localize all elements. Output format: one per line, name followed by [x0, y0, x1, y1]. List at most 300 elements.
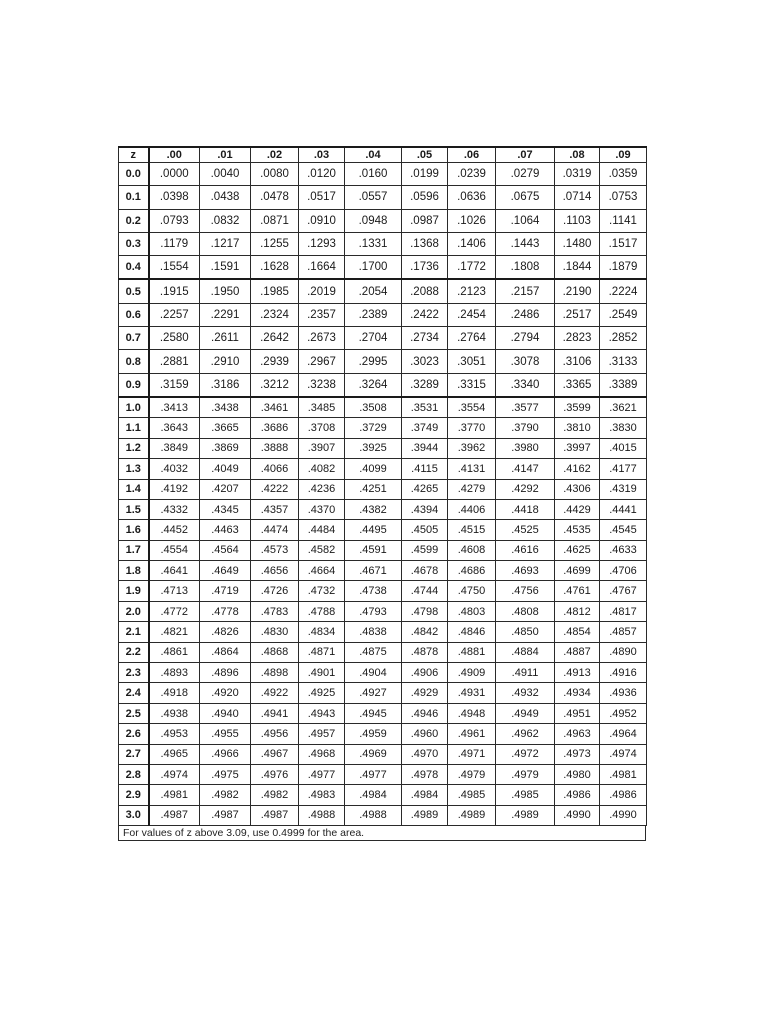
area-value-cell: .3340: [496, 373, 555, 397]
area-value-cell: .4854: [555, 622, 600, 642]
column-header: .02: [251, 147, 299, 163]
area-value-cell: .4761: [555, 581, 600, 601]
area-value-cell: .3078: [496, 350, 555, 373]
area-value-cell: .4474: [251, 520, 299, 540]
area-value-cell: .4966: [200, 744, 251, 764]
table-row: [119, 327, 647, 350]
area-value-cell: .4973: [555, 744, 600, 764]
area-value-cell: .0199: [402, 163, 448, 186]
area-value-cell: .4927: [345, 683, 402, 703]
area-value-cell: .3790: [496, 418, 555, 438]
area-value-cell: .2224: [600, 279, 647, 303]
table-row: [119, 303, 647, 326]
area-value-cell: .4983: [299, 785, 345, 805]
table-row: [119, 744, 647, 764]
area-value-cell: .4656: [251, 561, 299, 581]
area-value-cell: .4957: [299, 724, 345, 744]
z-value-cell: 1.3: [119, 459, 149, 479]
column-header: .09: [600, 147, 647, 163]
area-value-cell: .3810: [555, 418, 600, 438]
area-value-cell: .4968: [299, 744, 345, 764]
area-value-cell: .0478: [251, 186, 299, 209]
area-value-cell: .4949: [496, 703, 555, 723]
z-value-cell: 0.8: [119, 350, 149, 373]
area-value-cell: .2852: [600, 327, 647, 350]
area-value-cell: .4918: [149, 683, 200, 703]
area-value-cell: .4967: [251, 744, 299, 764]
z-value-cell: 2.7: [119, 744, 149, 764]
area-value-cell: .2257: [149, 303, 200, 326]
column-header: .03: [299, 147, 345, 163]
table-row: [119, 256, 647, 280]
area-value-cell: .4990: [600, 805, 647, 825]
area-value-cell: .1141: [600, 209, 647, 232]
area-value-cell: .4987: [251, 805, 299, 825]
area-value-cell: .4082: [299, 459, 345, 479]
z-value-cell: 2.4: [119, 683, 149, 703]
area-value-cell: .2611: [200, 327, 251, 350]
area-value-cell: .4564: [200, 540, 251, 560]
area-value-cell: .3770: [448, 418, 496, 438]
area-value-cell: .3849: [149, 438, 200, 458]
column-header: .04: [345, 147, 402, 163]
area-value-cell: .4988: [299, 805, 345, 825]
area-value-cell: .3944: [402, 438, 448, 458]
area-value-cell: .4936: [600, 683, 647, 703]
area-value-cell: .4986: [600, 785, 647, 805]
area-value-cell: .1736: [402, 256, 448, 280]
area-value-cell: .4977: [345, 765, 402, 785]
area-value-cell: .3413: [149, 397, 200, 418]
area-value-cell: .2324: [251, 303, 299, 326]
area-value-cell: .4987: [149, 805, 200, 825]
area-value-cell: .3925: [345, 438, 402, 458]
z-value-cell: 2.1: [119, 622, 149, 642]
area-value-cell: .4875: [345, 642, 402, 662]
area-value-cell: .4901: [299, 663, 345, 683]
area-value-cell: .4671: [345, 561, 402, 581]
z-value-cell: 1.9: [119, 581, 149, 601]
area-value-cell: .4987: [200, 805, 251, 825]
area-value-cell: .4345: [200, 499, 251, 519]
area-value-cell: .4916: [600, 663, 647, 683]
area-value-cell: .4463: [200, 520, 251, 540]
area-value-cell: .3315: [448, 373, 496, 397]
area-value-cell: .4934: [555, 683, 600, 703]
area-value-cell: .2357: [299, 303, 345, 326]
area-value-cell: .3997: [555, 438, 600, 458]
area-value-cell: .4713: [149, 581, 200, 601]
area-value-cell: .4292: [496, 479, 555, 499]
area-value-cell: .4732: [299, 581, 345, 601]
area-value-cell: .4382: [345, 499, 402, 519]
area-value-cell: .1103: [555, 209, 600, 232]
area-value-cell: .4115: [402, 459, 448, 479]
area-value-cell: .4929: [402, 683, 448, 703]
area-value-cell: .4931: [448, 683, 496, 703]
area-value-cell: .3749: [402, 418, 448, 438]
table-row: [119, 438, 647, 458]
area-value-cell: .4913: [555, 663, 600, 683]
area-value-cell: .1179: [149, 232, 200, 255]
area-value-cell: .4554: [149, 540, 200, 560]
area-value-cell: .4906: [402, 663, 448, 683]
area-value-cell: .4608: [448, 540, 496, 560]
area-value-cell: .4963: [555, 724, 600, 744]
column-header: .05: [402, 147, 448, 163]
area-value-cell: .0517: [299, 186, 345, 209]
area-value-cell: .4049: [200, 459, 251, 479]
area-value-cell: .4961: [448, 724, 496, 744]
area-value-cell: .2995: [345, 350, 402, 373]
area-value-cell: .0120: [299, 163, 345, 186]
column-header: .06: [448, 147, 496, 163]
area-value-cell: .2673: [299, 327, 345, 350]
area-value-cell: .4177: [600, 459, 647, 479]
z-value-cell: 0.2: [119, 209, 149, 232]
area-value-cell: .4981: [149, 785, 200, 805]
z-value-cell: 2.0: [119, 601, 149, 621]
area-value-cell: .4452: [149, 520, 200, 540]
area-value-cell: .4147: [496, 459, 555, 479]
table-row: [119, 561, 647, 581]
area-value-cell: .0438: [200, 186, 251, 209]
area-value-cell: .3531: [402, 397, 448, 418]
area-value-cell: .4989: [402, 805, 448, 825]
area-value-cell: .0675: [496, 186, 555, 209]
area-value-cell: .4222: [251, 479, 299, 499]
area-value-cell: .4830: [251, 622, 299, 642]
area-value-cell: .1700: [345, 256, 402, 280]
table-row: [119, 805, 647, 825]
area-value-cell: .4772: [149, 601, 200, 621]
area-value-cell: .3485: [299, 397, 345, 418]
area-value-cell: .3962: [448, 438, 496, 458]
area-value-cell: .4664: [299, 561, 345, 581]
area-value-cell: .4192: [149, 479, 200, 499]
area-value-cell: .3106: [555, 350, 600, 373]
table-row: [119, 479, 647, 499]
area-value-cell: .4989: [496, 805, 555, 825]
area-value-cell: .4922: [251, 683, 299, 703]
area-value-cell: .2157: [496, 279, 555, 303]
area-value-cell: .4941: [251, 703, 299, 723]
area-value-cell: .4871: [299, 642, 345, 662]
area-value-cell: .4812: [555, 601, 600, 621]
table-row: [119, 350, 647, 373]
area-value-cell: .4162: [555, 459, 600, 479]
area-value-cell: .4788: [299, 601, 345, 621]
area-value-cell: .4984: [402, 785, 448, 805]
area-value-cell: .4838: [345, 622, 402, 642]
area-value-cell: .4394: [402, 499, 448, 519]
area-value-cell: .4982: [200, 785, 251, 805]
area-value-cell: .0398: [149, 186, 200, 209]
table-row: [119, 683, 647, 703]
z-value-cell: 0.6: [119, 303, 149, 326]
z-value-cell: 3.0: [119, 805, 149, 825]
area-value-cell: .2823: [555, 327, 600, 350]
table-row: [119, 186, 647, 209]
area-value-cell: .1368: [402, 232, 448, 255]
area-value-cell: .1915: [149, 279, 200, 303]
area-value-cell: .4678: [402, 561, 448, 581]
area-value-cell: .4985: [448, 785, 496, 805]
area-value-cell: .4951: [555, 703, 600, 723]
area-value-cell: .1554: [149, 256, 200, 280]
z-value-cell: 0.4: [119, 256, 149, 280]
area-value-cell: .4616: [496, 540, 555, 560]
area-value-cell: .4952: [600, 703, 647, 723]
area-value-cell: .4955: [200, 724, 251, 744]
z-value-cell: 1.7: [119, 540, 149, 560]
column-header: .08: [555, 147, 600, 163]
area-value-cell: .1480: [555, 232, 600, 255]
area-value-cell: .4641: [149, 561, 200, 581]
area-value-cell: .4904: [345, 663, 402, 683]
z-table-container: [118, 146, 646, 841]
z-value-cell: 2.3: [119, 663, 149, 683]
table-row: [119, 499, 647, 519]
area-value-cell: .4964: [600, 724, 647, 744]
area-value-cell: .3830: [600, 418, 647, 438]
z-value-cell: 2.5: [119, 703, 149, 723]
area-value-cell: .4495: [345, 520, 402, 540]
area-value-cell: .3554: [448, 397, 496, 418]
area-value-cell: .2422: [402, 303, 448, 326]
area-value-cell: .4032: [149, 459, 200, 479]
z-value-cell: 0.3: [119, 232, 149, 255]
area-value-cell: .0753: [600, 186, 647, 209]
area-value-cell: .1985: [251, 279, 299, 303]
area-value-cell: .2967: [299, 350, 345, 373]
area-value-cell: .0000: [149, 163, 200, 186]
area-value-cell: .4972: [496, 744, 555, 764]
area-value-cell: .0871: [251, 209, 299, 232]
area-value-cell: .3264: [345, 373, 402, 397]
area-value-cell: .4857: [600, 622, 647, 642]
area-value-cell: .3212: [251, 373, 299, 397]
table-header: [119, 147, 647, 163]
table-row: [119, 540, 647, 560]
area-value-cell: .4207: [200, 479, 251, 499]
area-value-cell: .0160: [345, 163, 402, 186]
area-value-cell: .1217: [200, 232, 251, 255]
column-header: .00: [149, 147, 200, 163]
area-value-cell: .0319: [555, 163, 600, 186]
column-header-z: z: [119, 147, 149, 163]
area-value-cell: .0040: [200, 163, 251, 186]
area-value-cell: .3289: [402, 373, 448, 397]
area-value-cell: .4591: [345, 540, 402, 560]
table-row: [119, 232, 647, 255]
area-value-cell: .3577: [496, 397, 555, 418]
area-value-cell: .2939: [251, 350, 299, 373]
area-value-cell: .4956: [251, 724, 299, 744]
area-value-cell: .4545: [600, 520, 647, 540]
area-value-cell: .4965: [149, 744, 200, 764]
area-value-cell: .4988: [345, 805, 402, 825]
z-value-cell: 1.6: [119, 520, 149, 540]
area-value-cell: .4909: [448, 663, 496, 683]
area-value-cell: .2454: [448, 303, 496, 326]
area-value-cell: .4582: [299, 540, 345, 560]
area-value-cell: .4979: [496, 765, 555, 785]
area-value-cell: .4948: [448, 703, 496, 723]
area-value-cell: .4911: [496, 663, 555, 683]
column-header: .07: [496, 147, 555, 163]
area-value-cell: .3708: [299, 418, 345, 438]
area-value-cell: .4971: [448, 744, 496, 764]
area-value-cell: .2549: [600, 303, 647, 326]
area-value-cell: .4306: [555, 479, 600, 499]
table-footnote: For values of z above 3.09, use 0.4999 for the area.: [118, 826, 646, 841]
area-value-cell: .4370: [299, 499, 345, 519]
area-value-cell: .2881: [149, 350, 200, 373]
area-value-cell: .4279: [448, 479, 496, 499]
table-row: [119, 703, 647, 723]
area-value-cell: .4265: [402, 479, 448, 499]
area-value-cell: .3665: [200, 418, 251, 438]
area-value-cell: .1950: [200, 279, 251, 303]
area-value-cell: .2054: [345, 279, 402, 303]
area-value-cell: .4974: [600, 744, 647, 764]
z-value-cell: 1.1: [119, 418, 149, 438]
area-value-cell: .0239: [448, 163, 496, 186]
area-value-cell: .3980: [496, 438, 555, 458]
area-value-cell: .4989: [448, 805, 496, 825]
area-value-cell: .4846: [448, 622, 496, 642]
area-value-cell: .4699: [555, 561, 600, 581]
area-value-cell: .4920: [200, 683, 251, 703]
area-value-cell: .3599: [555, 397, 600, 418]
area-value-cell: .3508: [345, 397, 402, 418]
area-value-cell: .4925: [299, 683, 345, 703]
z-value-cell: 2.6: [119, 724, 149, 744]
area-value-cell: .2019: [299, 279, 345, 303]
area-value-cell: .4981: [600, 765, 647, 785]
area-value-cell: .4861: [149, 642, 200, 662]
area-value-cell: .4418: [496, 499, 555, 519]
area-value-cell: .4960: [402, 724, 448, 744]
area-value-cell: .4778: [200, 601, 251, 621]
area-value-cell: .4985: [496, 785, 555, 805]
area-value-cell: .4599: [402, 540, 448, 560]
area-value-cell: .1293: [299, 232, 345, 255]
area-value-cell: .4817: [600, 601, 647, 621]
table-row: [119, 765, 647, 785]
area-value-cell: .4406: [448, 499, 496, 519]
area-value-cell: .2704: [345, 327, 402, 350]
z-value-cell: 1.5: [119, 499, 149, 519]
area-value-cell: .3869: [200, 438, 251, 458]
area-value-cell: .4868: [251, 642, 299, 662]
area-value-cell: .2642: [251, 327, 299, 350]
area-value-cell: .4978: [402, 765, 448, 785]
z-value-cell: 0.1: [119, 186, 149, 209]
area-value-cell: .4962: [496, 724, 555, 744]
area-value-cell: .4974: [149, 765, 200, 785]
z-value-cell: 0.0: [119, 163, 149, 186]
table-row: [119, 785, 647, 805]
area-value-cell: .4898: [251, 663, 299, 683]
area-value-cell: .4706: [600, 561, 647, 581]
area-value-cell: .1808: [496, 256, 555, 280]
z-value-cell: 0.7: [119, 327, 149, 350]
z-value-cell: 1.2: [119, 438, 149, 458]
area-value-cell: .4756: [496, 581, 555, 601]
area-value-cell: .4357: [251, 499, 299, 519]
area-value-cell: .3159: [149, 373, 200, 397]
table-row: [119, 520, 647, 540]
area-value-cell: .1879: [600, 256, 647, 280]
area-value-cell: .2123: [448, 279, 496, 303]
area-value-cell: .4783: [251, 601, 299, 621]
z-value-cell: 1.0: [119, 397, 149, 418]
area-value-cell: .0636: [448, 186, 496, 209]
area-value-cell: .0948: [345, 209, 402, 232]
area-value-cell: .4332: [149, 499, 200, 519]
area-value-cell: .1591: [200, 256, 251, 280]
area-value-cell: .4131: [448, 459, 496, 479]
area-value-cell: .2910: [200, 350, 251, 373]
area-value-cell: .4932: [496, 683, 555, 703]
area-value-cell: .4975: [200, 765, 251, 785]
area-value-cell: .4896: [200, 663, 251, 683]
area-value-cell: .1026: [448, 209, 496, 232]
area-value-cell: .4515: [448, 520, 496, 540]
area-value-cell: .4798: [402, 601, 448, 621]
area-value-cell: .4744: [402, 581, 448, 601]
area-value-cell: .4505: [402, 520, 448, 540]
table-row: [119, 724, 647, 744]
area-value-cell: .0557: [345, 186, 402, 209]
area-value-cell: .4319: [600, 479, 647, 499]
area-value-cell: .4943: [299, 703, 345, 723]
area-value-cell: .4649: [200, 561, 251, 581]
area-value-cell: .4066: [251, 459, 299, 479]
area-value-cell: .4808: [496, 601, 555, 621]
area-value-cell: .0832: [200, 209, 251, 232]
area-value-cell: .0080: [251, 163, 299, 186]
area-value-cell: .4984: [345, 785, 402, 805]
area-value-cell: .4099: [345, 459, 402, 479]
table-row: [119, 373, 647, 397]
area-value-cell: .4535: [555, 520, 600, 540]
table-row: [119, 581, 647, 601]
z-value-cell: 2.8: [119, 765, 149, 785]
area-value-cell: .4236: [299, 479, 345, 499]
area-value-cell: .4834: [299, 622, 345, 642]
area-value-cell: .4686: [448, 561, 496, 581]
area-value-cell: .1331: [345, 232, 402, 255]
table-row: [119, 418, 647, 438]
area-value-cell: .1443: [496, 232, 555, 255]
area-value-cell: .2190: [555, 279, 600, 303]
area-value-cell: .4750: [448, 581, 496, 601]
area-value-cell: .4015: [600, 438, 647, 458]
area-value-cell: .1406: [448, 232, 496, 255]
area-value-cell: .3133: [600, 350, 647, 373]
area-value-cell: .4441: [600, 499, 647, 519]
area-value-cell: .3621: [600, 397, 647, 418]
area-value-cell: .4864: [200, 642, 251, 662]
table-row: [119, 642, 647, 662]
area-value-cell: .0987: [402, 209, 448, 232]
area-value-cell: .1628: [251, 256, 299, 280]
z-value-cell: 1.8: [119, 561, 149, 581]
area-value-cell: .2517: [555, 303, 600, 326]
